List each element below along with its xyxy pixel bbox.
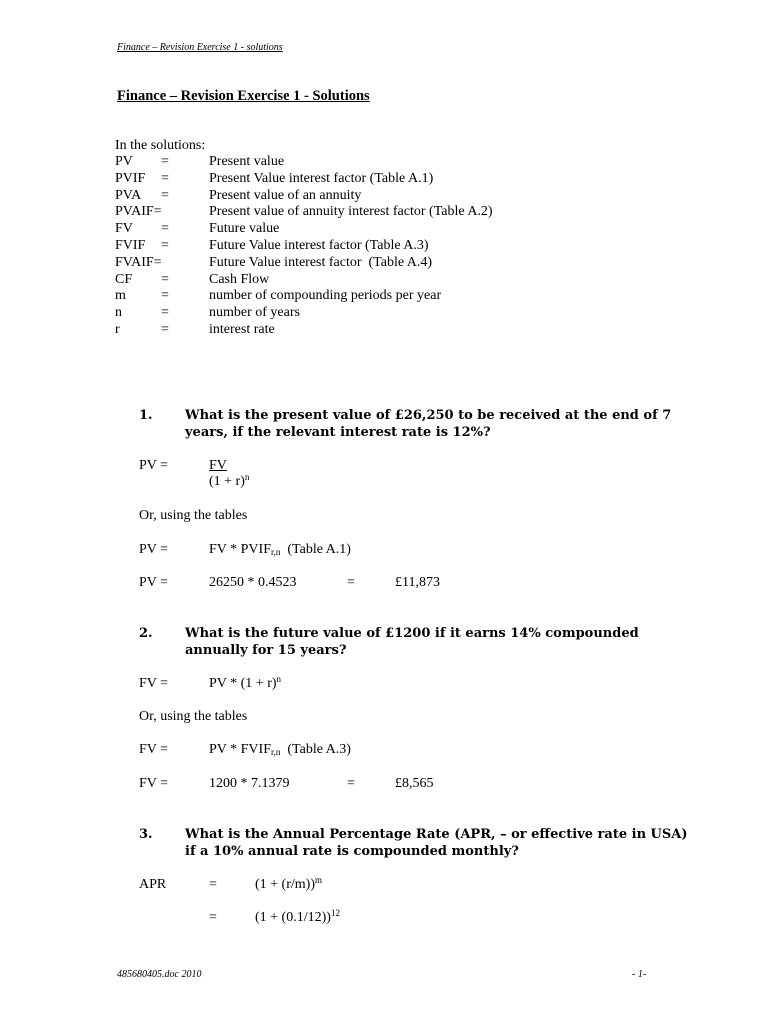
definition-meaning: Future Value interest factor (Table A.3) [209, 238, 429, 253]
definition-abbr: FVAIF= [115, 254, 162, 270]
definition-abbr: CF [115, 271, 133, 287]
question-text-line-2: if a 10% annual rate is compounded monthly? [185, 844, 519, 859]
formula-label: FV = [139, 742, 169, 757]
answer: £8,565 [395, 776, 434, 791]
definition-meaning: Cash Flow [209, 271, 270, 287]
table-formula: PV * $FVIF_{r,n}$ (Table A.3) [209, 742, 351, 757]
equals-sign: = [347, 575, 355, 590]
definition-abbr: PV [115, 154, 133, 169]
formula-label: PV = [139, 542, 169, 557]
definition-row [115, 305, 535, 322]
calculation: 1200 * 7.1379 [209, 776, 290, 791]
definition-equals: = [161, 305, 169, 321]
intro-text: In the solutions: [115, 138, 206, 153]
formula-label: FV = [139, 676, 169, 691]
answer: £11,873 [395, 575, 440, 590]
equals-sign: = [209, 910, 217, 925]
definition-abbr: FVIF [115, 238, 146, 253]
definition-row [115, 188, 535, 205]
footer-doc-id: 485680405.doc 2010 [117, 969, 202, 980]
question-number: 3. [139, 827, 153, 842]
definition-row [115, 171, 535, 188]
equals-sign: = [347, 776, 355, 791]
formula: $(1 + (r/m))^m$ [255, 875, 323, 892]
definition-meaning: interest rate [209, 322, 275, 337]
definition-row [115, 204, 535, 221]
tables-note: Or, using the tables [139, 709, 248, 724]
definition-equals: = [161, 221, 169, 237]
definition-equals: = [161, 238, 169, 253]
table-formula: FV * $PVIF_{r,n}$ (Table A.1) [209, 542, 351, 557]
formula-label: PV = [139, 458, 169, 473]
question-text-line-2: annually for 15 years? [185, 643, 347, 658]
definition-row [115, 238, 535, 255]
definition-meaning: Future Value interest factor (Table A.4) [209, 254, 433, 270]
definition-meaning: Present Value interest factor (Table A.1) [209, 170, 434, 186]
definition-meaning: Present value [209, 154, 285, 169]
question-text-line-1: What is the future value of £1200 if it earns 14% compounded [185, 626, 639, 641]
definition-meaning: Present value of an annuity [209, 187, 362, 203]
definition-row [115, 221, 535, 238]
definition-abbr: m [115, 288, 126, 304]
definition-row [115, 322, 535, 339]
definition-equals: = [161, 271, 169, 287]
question-text-line-1: What is the Annual Percentage Rate (APR, – or effective rate in USA) [185, 827, 688, 842]
equals-sign: = [209, 877, 217, 892]
definition-abbr: r [115, 322, 120, 337]
calculation: 26250 * 0.4523 [209, 575, 297, 590]
question-number: 2. [139, 626, 153, 641]
definition-abbr: PVAIF= [115, 204, 162, 220]
question-number: 1. [139, 408, 153, 423]
question-text-line-1: What is the present value of £26,250 to be received at the end of 7 [185, 408, 672, 423]
question-text-line-2: years, if the relevant interest rate is 12%? [185, 425, 491, 440]
definition-equals: = [161, 154, 169, 169]
definition-equals: = [161, 187, 169, 203]
definition-meaning: Present value of annuity interest factor (Table A.2) [209, 204, 493, 220]
page-title: Finance – Revision Exercise 1 - Solutions [117, 88, 370, 104]
footer-page-number: - 1- [632, 969, 647, 980]
definition-row [115, 154, 535, 171]
definition-abbr: PVA [115, 187, 142, 203]
definition-equals: = [161, 288, 169, 304]
formula-label: FV = [139, 776, 169, 791]
definition-meaning: Future value [209, 221, 280, 237]
formula-label: PV = [139, 575, 169, 590]
running-header: Finance – Revision Exercise 1 - solutions [117, 42, 283, 53]
definition-equals: = [161, 322, 169, 337]
formula: PV * $(1 + r)^n$ [209, 674, 282, 691]
formula-label: APR [139, 877, 167, 892]
fraction-denominator: $(1 + r)^n$ [209, 472, 250, 489]
definition-abbr: FV [115, 221, 133, 237]
definition-abbr: n [115, 305, 122, 321]
definition-abbr: PVIF [115, 170, 146, 186]
definition-meaning: number of years [209, 305, 300, 321]
definition-equals: = [161, 170, 169, 186]
definition-row [115, 272, 535, 289]
definition-row [115, 288, 535, 305]
tables-note: Or, using the tables [139, 508, 248, 523]
fraction-numerator: FV [209, 458, 227, 473]
definition-meaning: number of compounding periods per year [209, 288, 442, 304]
definition-row [115, 255, 535, 272]
formula: $(1 + (0.1/12))^{12}$ [255, 908, 340, 925]
